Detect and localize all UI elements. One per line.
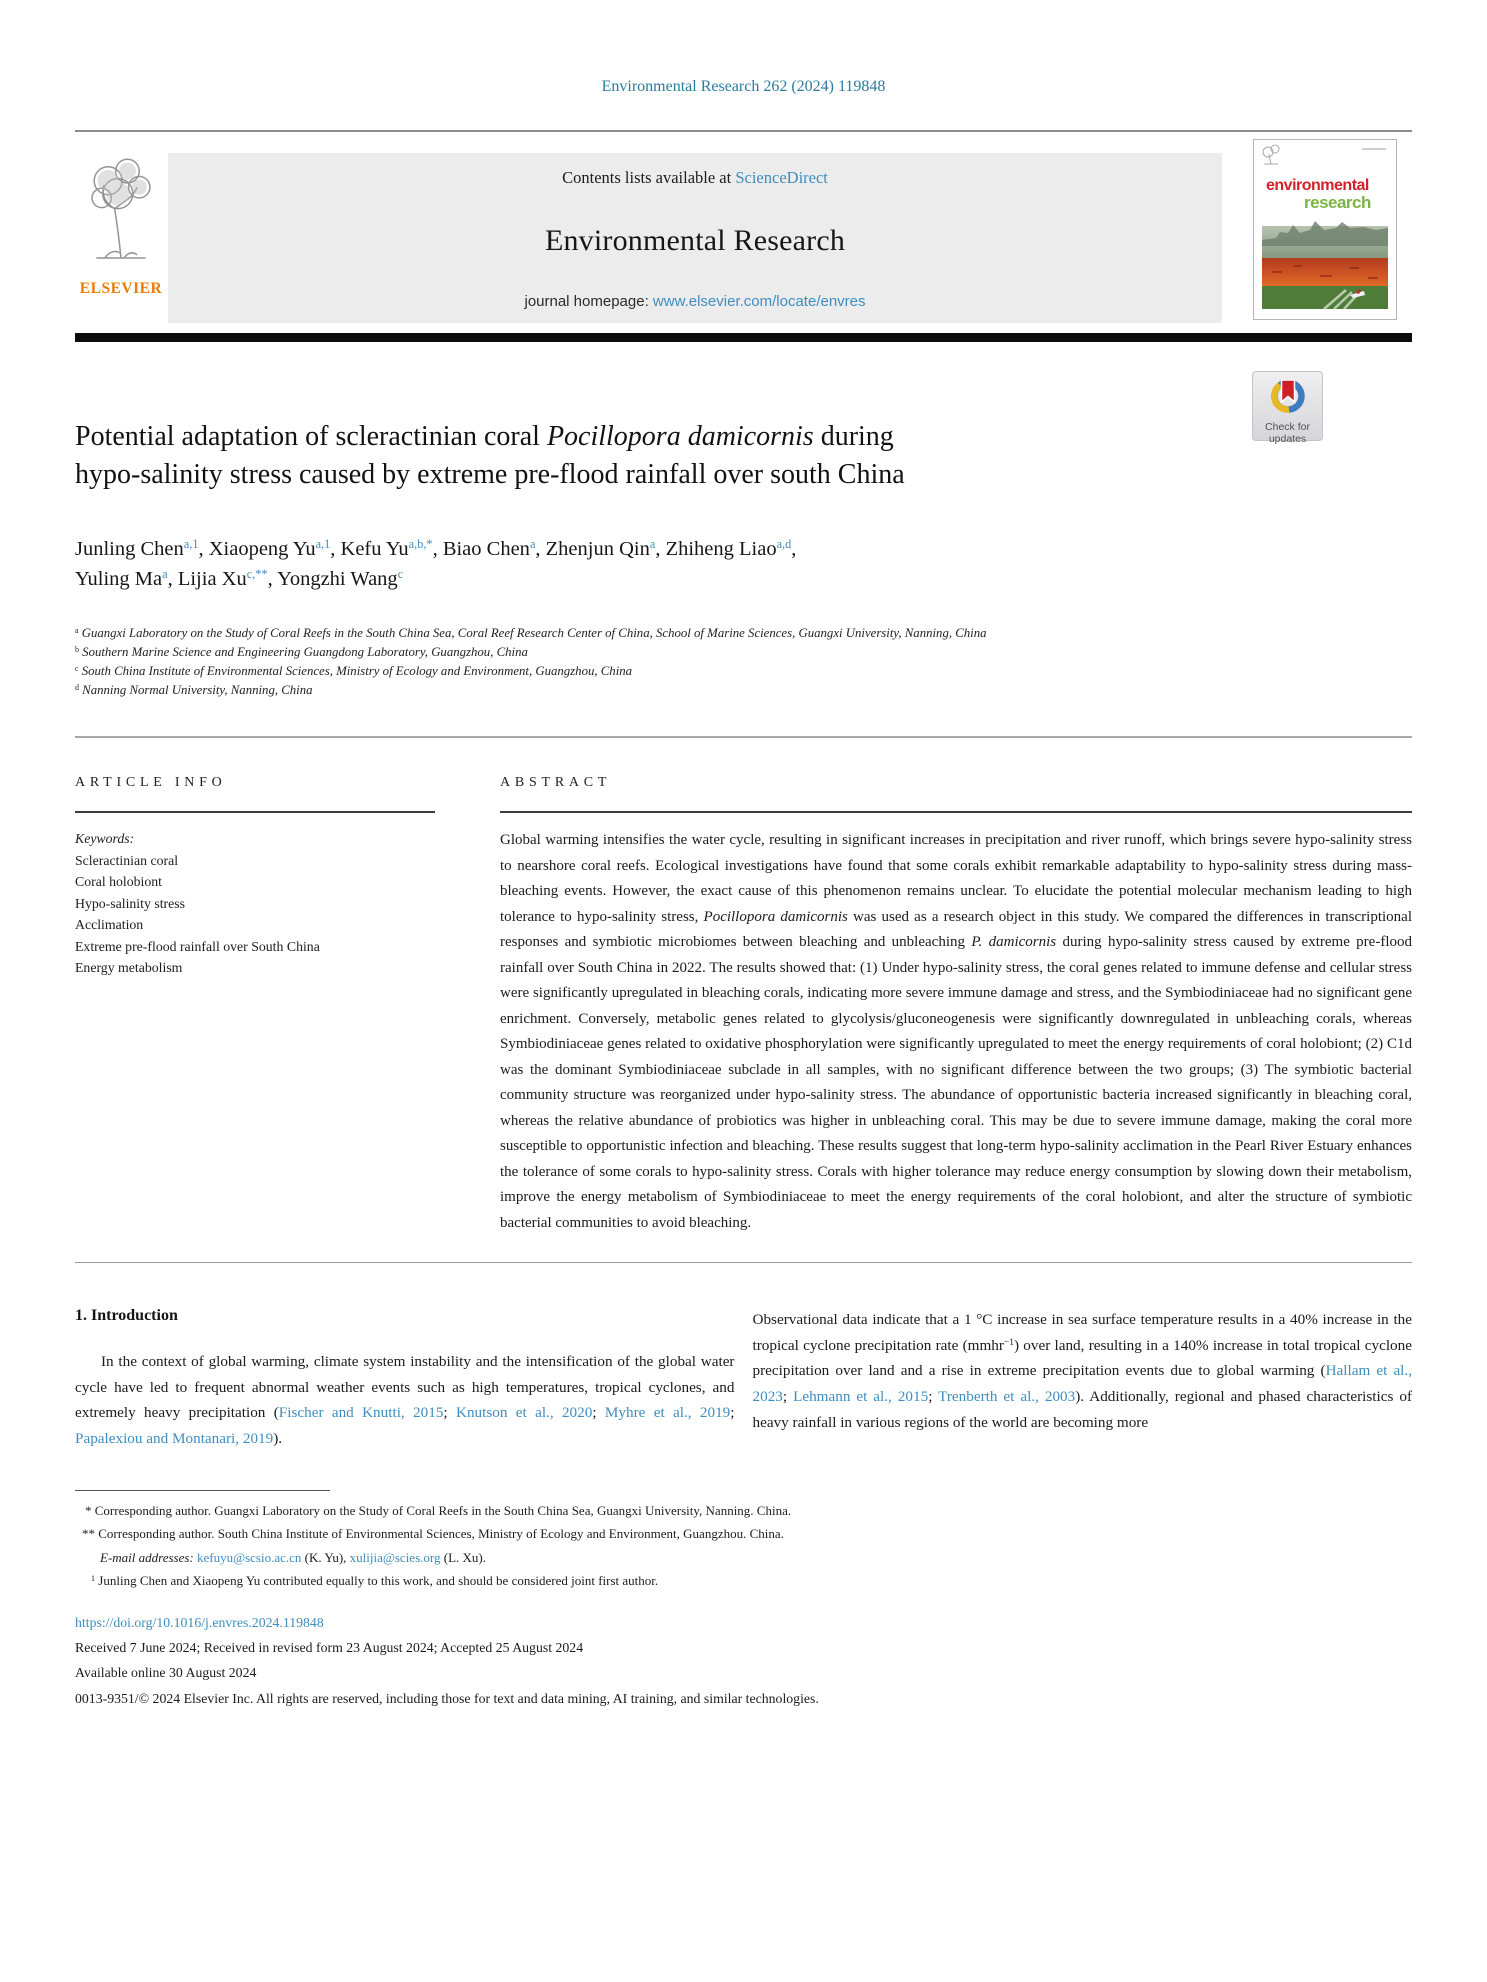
banner-bottom-bar (75, 333, 1412, 342)
text-link[interactable]: Papalexiou and Montanari, 2019 (75, 1430, 274, 1448)
journal-title: Environmental Research (544, 223, 846, 257)
keyword-item: Coral holobiont (75, 874, 162, 889)
keyword-item: Hypo-salinity stress (75, 895, 185, 911)
intro-right-column (753, 1307, 1413, 1452)
email-addresses-footnote: E-mail addresses: kefuyu@scsio.ac.cn (K. Yu), xulijia@scies.org (L. Xu). (100, 1549, 486, 1565)
text-link[interactable]: Knutson et al., 2020 (455, 1404, 593, 1422)
abstract-text: Global warming intensifies the water cycle, resulting in significant increases in precipitation and river runoff, which brings severe hypo-salinity stress to nearshore coral reefs. Ecological investigations have found that some corals exhibit remarkable adaptability to hypo-salinity stress during mass-bleaching events. However, the exact cause of this phenomenon remains unclear. To elucidate the potential molecular mechanism leading to high tolerance to hypo-salinity stress, Pocillopora damicornis was used as a research object in this study. We compared the differences in transcriptional responses and symbiotic microbiomes between bleaching and unbleaching P. damicornis during hypo-salinity stress caused by extreme pre-flood rainfall over South China in 2022. The results showed that: (1) Under hypo-salinity stress, the coral genes related to immune defense and cellular stress were significantly upregulated in bleaching corals, indicating more severe immune damage and stress, and the Symbiodiniaceae had no significant gene enrichment. Conversely, metabolic genes related to glycolysis/gluconeogenesis were significantly downregulated in unbleaching corals, whereas Symbiodiniaceae genes related to oxidative phosphorylation were significantly upregulated to meet the energy requirements of coral holobiont; (2) C1d was the dominant Symbiodiniaceae subclade in all samples, with no significant difference between the two groups; (3) The symbiotic bacterial community structure was reorganized under hypo-salinity stress. The abundance of opportunistic bacteria increased significantly in bleaching coral, whereas the relative abundance of probiotics was higher in unbleaching coral. This may be due to severe immune damage, making the coral more susceptible to opportunistic infection and bleaching. These results suggest that long-term hypo-salinity acclimation in the Pearl River Estuary enhances the tolerance of some corals to hypo-salinity stress. Corals with higher tolerance may reduce energy consumption by slowing down their metabolism, improve the energy metabolism of Symbiodiniaceae to meet the energy requirements of the coral holobiont, and alter the structure of symbiotic bacterial communities to avoid bleaching. (500, 832, 1412, 1231)
intro-paragraph-left: In the context of global warming, climate system instability and the intensification of the global water cycle have led to frequent abnormal weather events such as high temperatures, tropical cyclones, and extremely heavy precipitation (Fischer and Knutti, 2015; Knutson et al., 2020; Myhre et al., 2019; Papalexiou and Montanari, 2019). (75, 1353, 735, 1448)
check-badge-label: Check for updates (1265, 421, 1310, 445)
article-info-heading: ARTICLE INFO (75, 775, 435, 813)
keyword-item: Acclimation (75, 917, 144, 932)
svg-text:research: research (1304, 193, 1371, 212)
authors-line: Junling Chen$^{a,1}$, Xiaopeng Yu$^{a,1}$, Kefu $Yu^{a,b,*}$, Biao Chen$^a$, Zhenjun Qin$^a$, Zhiheng Liao$^{a,d}$, Yuling Ma$^a$, Lijia $Xu^{c,**}$, Yongzhi Wang$^c$ (75, 537, 797, 590)
corresponding-author-footnote-1: * Corresponding author. Guangxi Laboratory on the Study of Coral Reefs in the South China Sea, Guangxi University, Nanning. China. (85, 1502, 792, 1518)
available-online-line: Available online 30 August 2024 (75, 1665, 257, 1681)
doi-line (75, 1615, 1412, 1631)
affiliation-a: $^a$ Guangxi Laboratory on the Study of Coral Reefs in the South China Sea, Coral Reef Research Center of China, School of Marine Sciences, Guangxi University, Nanning, China (75, 625, 987, 640)
text-link[interactable]: Trenberth et al., 2003 (938, 1388, 1076, 1406)
abstract-heading: ABSTRACT (500, 775, 1412, 813)
info-abstract-section (75, 738, 1412, 1236)
text-link[interactable]: kefuyu@scsio.ac.cn (197, 1549, 302, 1565)
text-link[interactable]: Hallam et al., 2023 (752, 1362, 1413, 1406)
text-link[interactable]: c,** (246, 567, 268, 582)
keywords-label: Keywords: (75, 831, 135, 846)
text-link[interactable]: Myhre et al., 2019 (604, 1404, 731, 1422)
equal-contribution-footnote: $^1$ Junling Chen and Xiaopeng Yu contributed equally to this work, and should be considered joint first author. (91, 1573, 659, 1589)
footnote-divider (75, 1490, 330, 1491)
corresponding-author-footnote-2: ** Corresponding author. South China Institute of Environmental Sciences, Ministry of Ecology and Environment, Guangzhou. China. (82, 1526, 784, 1542)
crossmark-icon (1268, 375, 1308, 422)
copyright-line: 0013-9351/© 2024 Elsevier Inc. All rights are reserved, including those for text and data mining, AI training, and similar technologies. (75, 1690, 819, 1706)
contents-list-line: Contents lists available at ScienceDirect (562, 168, 828, 187)
journal-banner (75, 153, 1412, 323)
intro-left-column (75, 1307, 735, 1452)
homepage-line: journal homepage: www.elsevier.com/locate/envres (524, 293, 866, 310)
text-link[interactable]: a (162, 567, 168, 582)
affiliation-d: $^d$ Nanning Normal University, Nanning, China (75, 682, 313, 697)
text-link[interactable]: a,1 (315, 537, 331, 552)
text-link[interactable]: a (649, 537, 656, 552)
keyword-item: Energy metabolism (75, 960, 183, 975)
text-link[interactable]: Fischer and Knutti, 2015 (278, 1404, 444, 1422)
journal-homepage-link[interactable]: www.elsevier.com/locate/envres (652, 293, 866, 310)
footnotes-block (75, 1499, 1412, 1593)
text-link[interactable]: xulijia@scies.org (349, 1549, 441, 1565)
introduction-section (75, 1307, 1412, 1452)
journal-cover-thumbnail[interactable] (1253, 139, 1397, 320)
article-info-column (75, 775, 435, 1236)
keyword-item: Extreme pre-flood rainfall over South China (75, 938, 320, 954)
text-link[interactable]: Lehmann et al., 2015 (793, 1388, 929, 1406)
keyword-item: Scleractinian coral (75, 852, 179, 868)
elsevier-logo[interactable] (75, 155, 167, 323)
affiliations-block (75, 624, 1412, 700)
affiliation-c: $^c$ South China Institute of Environmental Sciences, Ministry of Ecology and Environment, Guangzhou, China (75, 663, 633, 678)
journal-citation-link[interactable]: Environmental Research 262 (2024) 119848 (601, 78, 886, 95)
received-dates-line: Received 7 June 2024; Received in revised form 23 August 2024; Accepted 25 August 2024 (75, 1639, 584, 1655)
text-link[interactable]: a (529, 537, 536, 552)
text-link[interactable]: a,1 (183, 537, 199, 552)
text-link[interactable]: a,b,* (408, 537, 433, 552)
elsevier-wordmark: ELSEVIER (79, 280, 163, 297)
elsevier-tree-icon (83, 260, 159, 277)
affiliation-b: $^b$ Southern Marine Science and Engineering Guangdong Laboratory, Guangzhou, China (75, 644, 528, 659)
text-link[interactable]: a,d (776, 537, 792, 552)
article-history-block (75, 1635, 1412, 1712)
article-title: Potential adaptation of scleractinian coral Pocillopora damicornis during hypo-salinity stress caused by extreme pre-flood rainfall over south China (75, 421, 905, 490)
doi-link[interactable]: https://doi.org/10.1016/j.envres.2024.119848 (75, 1614, 324, 1630)
abstract-column (500, 775, 1412, 1236)
text-link[interactable]: c (397, 567, 404, 582)
check-for-updates-badge[interactable] (1252, 371, 1323, 445)
sciencedirect-link[interactable]: ScienceDirect (735, 168, 828, 187)
introduction-heading: 1. Introduction (75, 1307, 178, 1324)
intro-paragraph-right: Observational data indicate that a 1 °C increase in sea surface temperature results in a 40% increase in the tropical cyclone precipitation rate (mmhr$^{-1}$) over land, resulting in a 140% increase in total tropical cyclone precipitation over land and a rise in extreme precipitation events due to global warming (Hallam et al., 2023; Lehmann et al., 2015; Trenberth et al., 2003). Additionally, regional and phased characteristics of heavy rainfall in various regions of the world are becoming more (752, 1311, 1413, 1431)
svg-text:environmental: environmental (1266, 177, 1369, 194)
journal-banner-panel (168, 153, 1222, 323)
header-divider (75, 130, 1412, 132)
info-abstract-bottom-divider (75, 1262, 1412, 1263)
